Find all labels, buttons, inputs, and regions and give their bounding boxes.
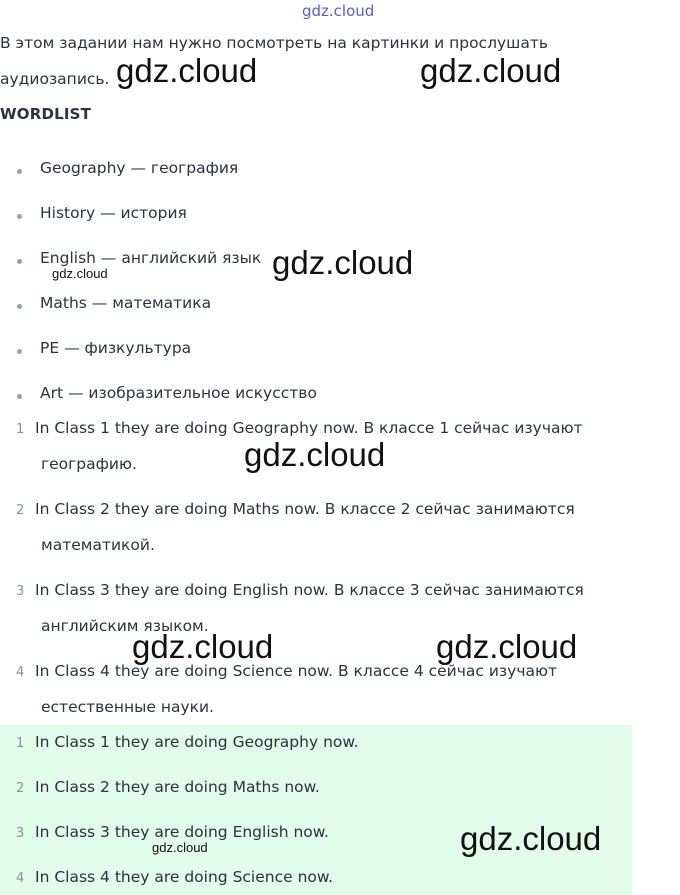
answer-number: 2 (16, 781, 25, 796)
wordlist-item: Geography — география (40, 159, 239, 177)
watermark: gdz.cloud (132, 628, 274, 665)
answer-line: In Class 2 they are doing Maths now. (35, 778, 320, 796)
watermark-small: gdz.cloud (52, 266, 108, 281)
translation-continuation: английским языком. (41, 617, 209, 635)
translation-line: In Class 4 they are doing Science now. В классе 4 сейчас изучают (35, 662, 558, 680)
translation-continuation: естественные науки. (41, 698, 214, 716)
bullet-icon (17, 304, 22, 309)
watermark: gdz.cloud (116, 52, 258, 89)
translation-line: In Class 3 they are doing English now. В классе 3 сейчас занимаются (35, 581, 584, 599)
answer-number: 4 (16, 871, 25, 886)
answer-number: 3 (16, 826, 25, 841)
bullet-icon (17, 214, 22, 219)
translation-number: 1 (16, 422, 25, 437)
translation-number: 4 (16, 665, 25, 680)
translation-continuation: географию. (41, 455, 137, 473)
bullet-icon (17, 349, 22, 354)
answer-number: 1 (16, 736, 25, 751)
answer-line: In Class 1 they are doing Geography now. (35, 733, 359, 751)
intro-line-2: аудиозапись. (0, 70, 110, 88)
wordlist-item: PE — физкультура (40, 339, 192, 357)
answer-line: In Class 4 they are doing Science now. (35, 868, 334, 886)
watermark: gdz.cloud (460, 820, 602, 857)
watermark: gdz.cloud (436, 628, 578, 665)
bullet-icon (17, 259, 22, 264)
wordlist-item: Art — изобразительное искусство (40, 384, 317, 402)
wordlist-item: English — английский язык (40, 249, 262, 267)
bullet-icon (17, 394, 22, 399)
wordlist-item: Maths — математика (40, 294, 212, 312)
watermark: gdz.cloud (272, 244, 414, 281)
translation-line: In Class 2 they are doing Maths now. В классе 2 сейчас занимаются (35, 500, 575, 518)
wordlist-heading: WORDLIST (0, 105, 92, 123)
wordlist-item: History — история (40, 204, 187, 222)
bullet-icon (17, 169, 22, 174)
intro-line-1: В этом задании нам нужно посмотреть на картинки и прослушать (0, 34, 549, 52)
watermark: gdz.cloud (420, 52, 562, 89)
top-watermark: gdz.cloud (302, 2, 375, 20)
translation-line: In Class 1 they are doing Geography now. В классе 1 сейчас изучают (35, 419, 583, 437)
translation-continuation: математикой. (41, 536, 155, 554)
translation-number: 2 (16, 503, 25, 518)
translation-number: 3 (16, 584, 25, 599)
answer-line: In Class 3 they are doing English now. (35, 823, 329, 841)
watermark: gdz.cloud (244, 436, 386, 473)
watermark-small: gdz.cloud (152, 840, 208, 855)
